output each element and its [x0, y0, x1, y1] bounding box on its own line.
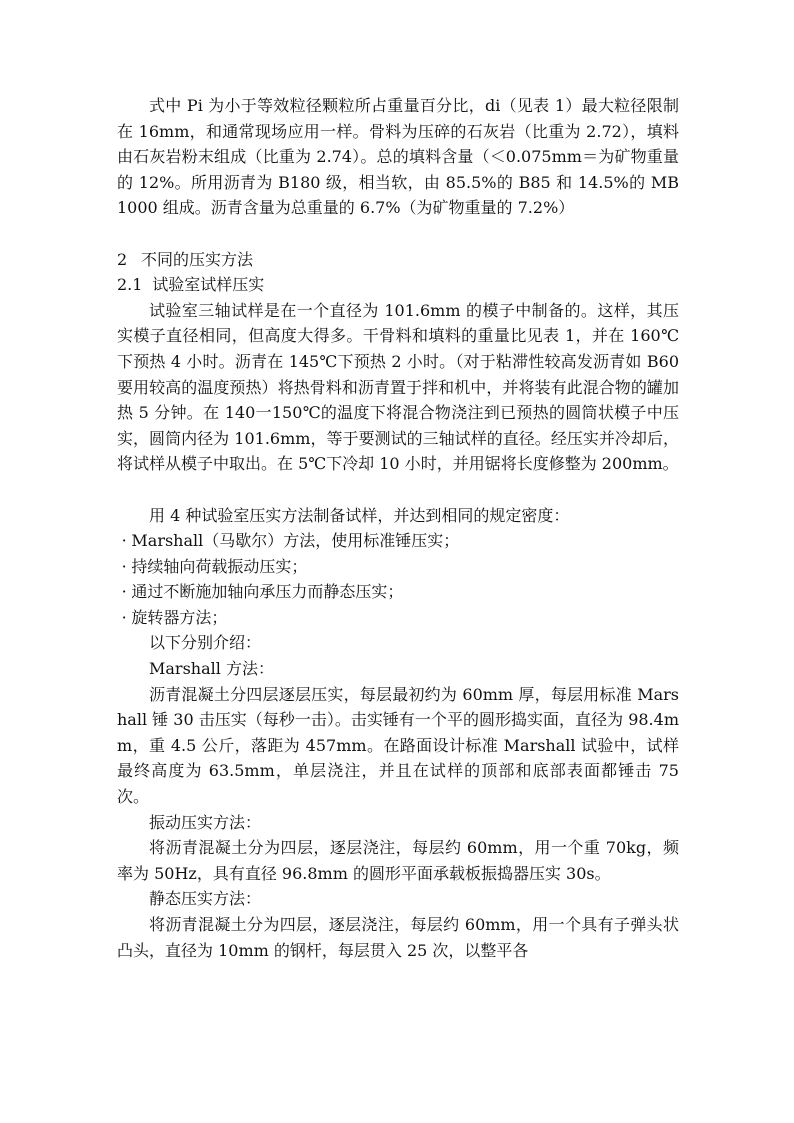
methods-list: [117, 528, 679, 630]
document-page: [117, 93, 679, 963]
paragraph-static: 将沥青混凝土分为四层，逐层浇注，每层约 60mm，用一个具有子弹头状凸头，直径为 10mm 的钢杆，每层贯入 25 次，以整平各: [117, 915, 679, 960]
list-item: · 持续轴向荷载振动压实；: [117, 554, 679, 580]
list-item: · 旋转器方法；: [117, 605, 679, 631]
bullet-dot: ·: [121, 607, 127, 627]
spacer: [117, 221, 679, 247]
subheading-static: 静态压实方法：: [149, 889, 262, 909]
subheading-vibration: 振动压实方法：: [149, 812, 262, 832]
section-title: 试验室试样压实: [152, 275, 265, 295]
paragraph-methods-intro: 用 4 种试验室压实方法制备试样，并达到相同的规定密度：: [149, 505, 570, 525]
list-item: · Marshall（马歇尔）方法，使用标准锤压实；: [117, 528, 679, 554]
paragraph-marshall: 沥青混凝土分四层逐层压实，每层最初约为 60mm 厚，每层用标准 Marshall 锤 30 击压实（每秒一击）。击实锤有一个平的圆形捣实面，直径为 98.4mm，重 4.5 公斤，落距为 457mm。在路面设计标准 Marshall 试验中，试样最终高度为 63.5mm，单层浇注，并且在试样的顶部和底部表面都锤击 75 次。: [117, 684, 679, 807]
section-heading-2-1: [117, 272, 679, 298]
section-heading-2: [117, 247, 679, 273]
bullet-dot: ·: [121, 556, 127, 576]
paragraph-gradation: 式中 Pi 为小于等效粒径颗粒所占重量百分比，di（见表 1）最大粒径限制在 16mm，和通常现场应用一样。骨料为压碎的石灰岩（比重为 2.72），填料由石灰岩粉末组成（比重为 2.74）。总的填料含量（＜0.075mm＝为矿物重量的 12%。所用沥青为 B180 级，相当软，由 85.5%的 B85 和 14.5%的 MB1000 组成。沥青含量为总重量的 6.7%（为矿物重量的 7.2%）: [117, 96, 679, 218]
bullet-dot: ·: [121, 582, 127, 602]
paragraph-lab-specimen: 试验室三轴试样是在一个直径为 101.6mm 的模子中制备的。这样，其压实模子直径相同，但高度大得多。干骨料和填料的重量比见表 1，并在 160℃下预热 4 小时。沥青在 145℃下预热 2 小时。（对于粘滞性较高发沥青如 B60 要用较高的温度预热）将热骨料和沥青置于拌和机中，并将装有此混合物的罐加热 5 分钟。在 140一150℃的温度下将混合物浇注到已预热的圆筒状模子中压实，圆筒内径为 101.6mm，等于要测试的三轴试样的直径。经压实并冷却后，将试样从模子中取出。在 5℃下冷却 10 小时，并用锯将长度修整为 200mm。: [117, 300, 679, 474]
list-item: · 通过不断施加轴向承压力而静态压实；: [117, 579, 679, 605]
section-title: 不同的压实方法: [141, 249, 254, 269]
paragraph-following: 以下分别介绍：: [149, 633, 262, 653]
paragraph-vibration: 将沥青混凝土分为四层，逐层浇注，每层约 60mm，用一个重 70kg，频率为 50Hz，具有直径 96.8mm 的圆形平面承载板振捣器压实 30s。: [117, 838, 679, 883]
section-number: 2.1: [117, 275, 143, 295]
bullet-dot: ·: [121, 531, 127, 551]
spacer: [117, 477, 679, 503]
subheading-marshall: Marshall 方法：: [149, 659, 274, 679]
section-number: 2: [117, 249, 128, 269]
